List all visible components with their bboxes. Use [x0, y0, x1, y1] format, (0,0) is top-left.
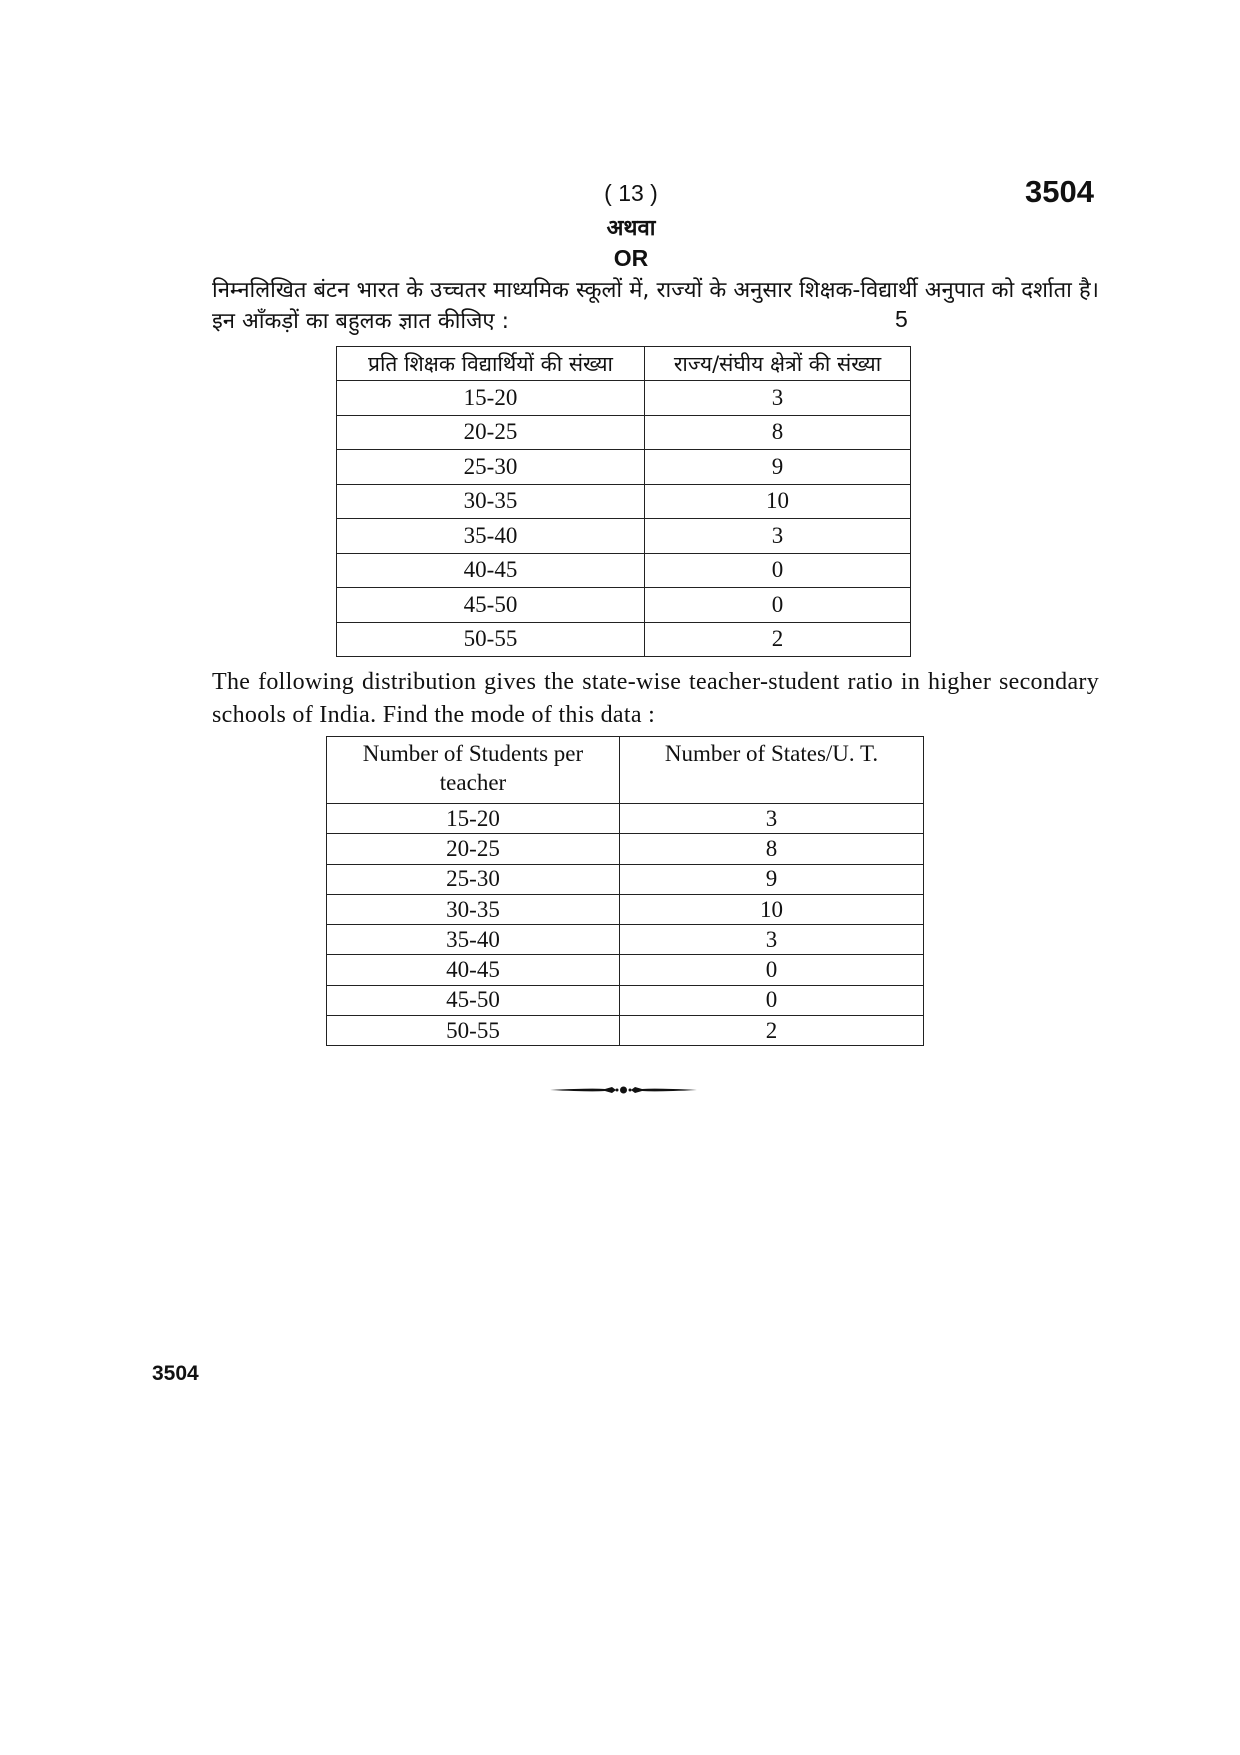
- table-row: [337, 450, 911, 485]
- table-row: [327, 955, 924, 985]
- frequency-cell: 3: [645, 519, 911, 554]
- class-interval-cell: 50-55: [337, 622, 645, 657]
- class-interval-cell: 15-20: [327, 804, 620, 834]
- frequency-cell: 3: [620, 804, 924, 834]
- table-row: [337, 519, 911, 554]
- frequency-cell: 9: [645, 450, 911, 485]
- class-interval-cell: 15-20: [337, 381, 645, 416]
- or-separator-english: OR: [613, 245, 649, 271]
- english-frequency-table: [326, 736, 924, 1046]
- frequency-cell: 0: [645, 588, 911, 623]
- english-question-text: The following distribution gives the state-wise teacher-student ratio in higher secondary schools of India. Find the mode of this data :: [212, 669, 1099, 728]
- table-row: [327, 985, 924, 1015]
- frequency-cell: 10: [645, 484, 911, 519]
- end-ornament: [550, 1082, 697, 1098]
- table-row: [337, 415, 911, 450]
- table-header: राज्य/संघीय क्षेत्रों की संख्या: [645, 347, 911, 381]
- table-row: [327, 834, 924, 864]
- hindi-frequency-table: [336, 346, 911, 657]
- frequency-cell: 9: [620, 864, 924, 894]
- frequency-cell: 10: [620, 894, 924, 924]
- frequency-cell: 3: [645, 381, 911, 416]
- frequency-cell: 3: [620, 925, 924, 955]
- class-interval-cell: 30-35: [337, 484, 645, 519]
- frequency-cell: 0: [620, 985, 924, 1015]
- table-row: [327, 864, 924, 894]
- question-marks: 5: [895, 306, 908, 332]
- table-row: [337, 553, 911, 588]
- table-row: [337, 588, 911, 623]
- table-header: प्रति शिक्षक विद्यार्थियों की संख्या: [337, 347, 645, 381]
- table-header: Number of Students per teacher: [327, 737, 620, 804]
- frequency-cell: 8: [620, 834, 924, 864]
- class-interval-cell: 20-25: [327, 834, 620, 864]
- class-interval-cell: 20-25: [337, 415, 645, 450]
- frequency-cell: 0: [620, 955, 924, 985]
- class-interval-cell: 35-40: [327, 925, 620, 955]
- class-interval-cell: 35-40: [337, 519, 645, 554]
- or-separator-hindi: अथवा: [606, 216, 656, 241]
- frequency-cell: 0: [645, 553, 911, 588]
- table-row: [337, 381, 911, 416]
- page-number: ( 13 ): [604, 180, 658, 206]
- class-interval-cell: 30-35: [327, 894, 620, 924]
- class-interval-cell: 25-30: [337, 450, 645, 485]
- class-interval-cell: 40-45: [327, 955, 620, 985]
- class-interval-cell: 50-55: [327, 1016, 620, 1046]
- class-interval-cell: 40-45: [337, 553, 645, 588]
- class-interval-cell: 25-30: [327, 864, 620, 894]
- paper-code-footer: 3504: [152, 1362, 199, 1385]
- hindi-question-text: निम्नलिखित बंटन भारत के उच्चतर माध्यमिक स्कूलों में, राज्यों के अनुसार शिक्षक-विद्यार्थी अनुपात को दर्शाता है। इन आँकड़ों का बहुलक ज्ञात कीजिए :: [212, 278, 1099, 334]
- frequency-cell: 2: [620, 1016, 924, 1046]
- table-header: Number of States/U. T.: [620, 737, 924, 804]
- paper-code-header: 3504: [1025, 174, 1094, 209]
- class-interval-cell: 45-50: [327, 985, 620, 1015]
- class-interval-cell: 45-50: [337, 588, 645, 623]
- frequency-cell: 2: [645, 622, 911, 657]
- frequency-cell: 8: [645, 415, 911, 450]
- table-row: [327, 894, 924, 924]
- table-row: [337, 622, 911, 657]
- table-row: [337, 484, 911, 519]
- table-row: [327, 804, 924, 834]
- table-row: [327, 925, 924, 955]
- table-row: [327, 1016, 924, 1046]
